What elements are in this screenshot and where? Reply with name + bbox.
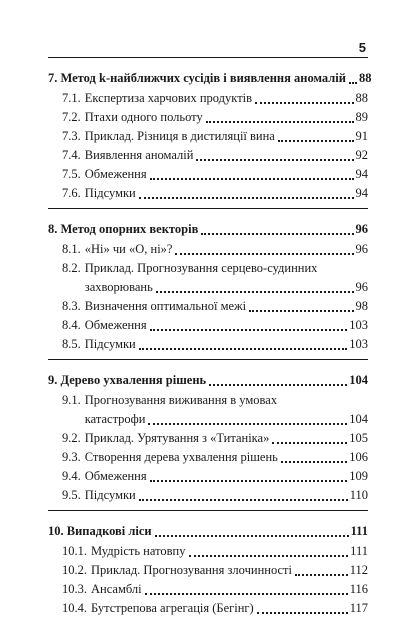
page-ref: 94 (355, 167, 368, 181)
chapter-number: 9. (48, 373, 58, 387)
section-title: Прогнозування виживання в умовах (84, 393, 278, 407)
section-number: 10.2. (62, 563, 87, 577)
dot-leader (139, 348, 347, 350)
toc-section-entry[interactable] (48, 146, 368, 165)
page-ref: 116 (349, 582, 368, 596)
section-title: Підсумки (84, 186, 136, 200)
dot-leader (150, 480, 348, 482)
toc-section-entry[interactable] (48, 580, 368, 599)
section-title: Виявлення аномалій (84, 148, 194, 162)
page-ref: 110 (349, 488, 368, 502)
toc-section-entry[interactable] (48, 429, 368, 448)
dot-leader (148, 423, 347, 425)
dot-leader (257, 612, 348, 614)
section-number: 9.3. (62, 450, 81, 464)
toc-section-entry[interactable] (48, 165, 368, 184)
section-title-continuation (81, 410, 368, 429)
dot-leader (155, 535, 349, 537)
page-ref: 103 (349, 318, 368, 332)
dot-leader (145, 593, 348, 595)
page-ref: 88 (358, 71, 372, 85)
chapter-title: Дерево ухвалення рішень (60, 373, 207, 387)
page-ref: 106 (349, 450, 368, 464)
section-title: Підсумки (84, 488, 136, 502)
page-ref: 92 (355, 148, 368, 162)
page-ref: 89 (355, 110, 368, 124)
section-number: 7.1. (62, 91, 81, 105)
section-title: Обмеження (84, 167, 147, 181)
toc-chapter-7 (48, 66, 372, 209)
page-ref: 96 (355, 280, 368, 294)
toc-section-entry[interactable] (48, 259, 368, 297)
page-ref: 104 (349, 373, 368, 387)
section-title: Бутстрепова агрегація (Бегінг) (91, 601, 254, 615)
toc-section-entry[interactable] (48, 297, 368, 316)
toc-section-entry[interactable] (48, 542, 368, 561)
toc-section-entry[interactable] (48, 108, 368, 127)
section-number: 7.4. (62, 148, 81, 162)
page-ref: 103 (349, 337, 368, 351)
section-title: Визначення оптимальної межі (84, 299, 247, 313)
dot-leader (196, 159, 353, 161)
section-number: 9.2. (62, 431, 81, 445)
page-ref: 104 (349, 412, 368, 426)
dot-leader (255, 102, 353, 104)
toc-chapter-10 (48, 519, 368, 623)
page-ref: 96 (355, 242, 368, 256)
toc-section-entry[interactable] (48, 486, 368, 505)
section-number: 8.3. (62, 299, 81, 313)
page-ref: 112 (349, 563, 368, 577)
section-title-wrapped (81, 391, 368, 429)
page-ref: 91 (355, 129, 368, 143)
chapter-number: 10. (48, 524, 64, 538)
section-title: катастрофи (84, 412, 146, 426)
toc-chapter-entry[interactable] (48, 69, 372, 88)
section-title: Приклад. Різниця в дистиляції вина (84, 129, 275, 143)
header-rule (48, 57, 368, 58)
section-title: Створення дерева ухвалення рішень (84, 450, 278, 464)
section-title: Птахи одного польоту (84, 110, 203, 124)
page-ref: 111 (350, 544, 368, 558)
page-ref: 111 (350, 524, 368, 538)
toc-section-entry[interactable] (48, 127, 368, 146)
dot-leader (278, 140, 354, 142)
section-number: 7.2. (62, 110, 81, 124)
section-number: 9.5. (62, 488, 81, 502)
section-number: 7.3. (62, 129, 81, 143)
section-title: Приклад. Урятування з «Титаніка» (84, 431, 270, 445)
dot-leader (150, 329, 348, 331)
section-number: 10.1. (62, 544, 87, 558)
toc-section-entry[interactable] (48, 316, 368, 335)
section-number: 8.5. (62, 337, 81, 351)
page-ref: 94 (355, 186, 368, 200)
toc-section-entry[interactable] (48, 448, 368, 467)
chapter-title: Метод опорних векторів (60, 222, 199, 236)
dot-leader (139, 197, 354, 199)
toc-section-entry[interactable] (48, 335, 368, 354)
dot-leader (209, 384, 347, 386)
dot-leader (349, 82, 357, 84)
section-number: 9.1. (62, 393, 81, 407)
section-title: Обмеження (84, 469, 147, 483)
toc-chapter-8 (48, 217, 368, 360)
page-number: 5 (358, 40, 366, 55)
toc-section-entry[interactable] (48, 89, 368, 108)
page-ref: 117 (349, 601, 368, 615)
toc-section-entry[interactable] (48, 561, 368, 580)
section-title: Приклад. Прогнозування серцево-судинних (84, 261, 318, 275)
chapter-title: Метод k-найближчих сусідів і виявлення аномалій (60, 71, 346, 85)
toc-chapter-entry[interactable] (48, 220, 368, 239)
dot-leader (201, 233, 353, 235)
page-ref: 105 (349, 431, 368, 445)
section-title: Обмеження (84, 318, 147, 332)
dot-leader (281, 461, 347, 463)
section-number: 10.3. (62, 582, 87, 596)
section-number: 8.1. (62, 242, 81, 256)
section-number: 7.5. (62, 167, 81, 181)
dot-leader (175, 253, 353, 255)
section-title: Експертиза харчових продуктів (84, 91, 253, 105)
section-title: Підсумки (84, 337, 136, 351)
section-title-continuation (81, 278, 368, 297)
toc-chapter-9 (48, 368, 368, 511)
toc-chapter-entry[interactable] (48, 522, 368, 541)
chapter-title: Випадкові ліси (66, 524, 152, 538)
dot-leader (206, 121, 354, 123)
table-of-contents (48, 66, 372, 631)
dot-leader (156, 291, 354, 293)
section-title: Ансамблі (91, 582, 142, 596)
toc-section-entry[interactable] (48, 467, 368, 486)
dot-leader (295, 574, 348, 576)
toc-chapter-entry[interactable] (48, 371, 368, 390)
section-number: 10.4. (62, 601, 87, 615)
toc-section-entry[interactable] (48, 184, 368, 203)
section-title: захворювань (84, 280, 153, 294)
section-title: «Ні» чи «О, ні»? (84, 242, 173, 256)
chapter-number: 7. (48, 71, 58, 85)
section-number: 8.4. (62, 318, 81, 332)
section-number: 9.4. (62, 469, 81, 483)
dot-leader (150, 178, 354, 180)
section-number: 8.2. (62, 261, 81, 275)
chapter-number: 8. (48, 222, 58, 236)
toc-section-entry[interactable] (48, 391, 368, 429)
section-number: 7.6. (62, 186, 81, 200)
toc-section-entry[interactable] (48, 599, 368, 618)
section-title: Приклад. Прогнозування злочинності (91, 563, 292, 577)
dot-leader (272, 442, 347, 444)
page-ref: 88 (355, 91, 368, 105)
section-title-wrapped (81, 259, 368, 297)
section-title: Мудрість натовпу (91, 544, 186, 558)
page-ref: 96 (355, 222, 368, 236)
toc-section-entry[interactable] (48, 240, 368, 259)
page-ref: 98 (355, 299, 368, 313)
dot-leader (249, 310, 353, 312)
dot-leader (189, 555, 349, 557)
dot-leader (139, 499, 348, 501)
page-ref: 109 (349, 469, 368, 483)
